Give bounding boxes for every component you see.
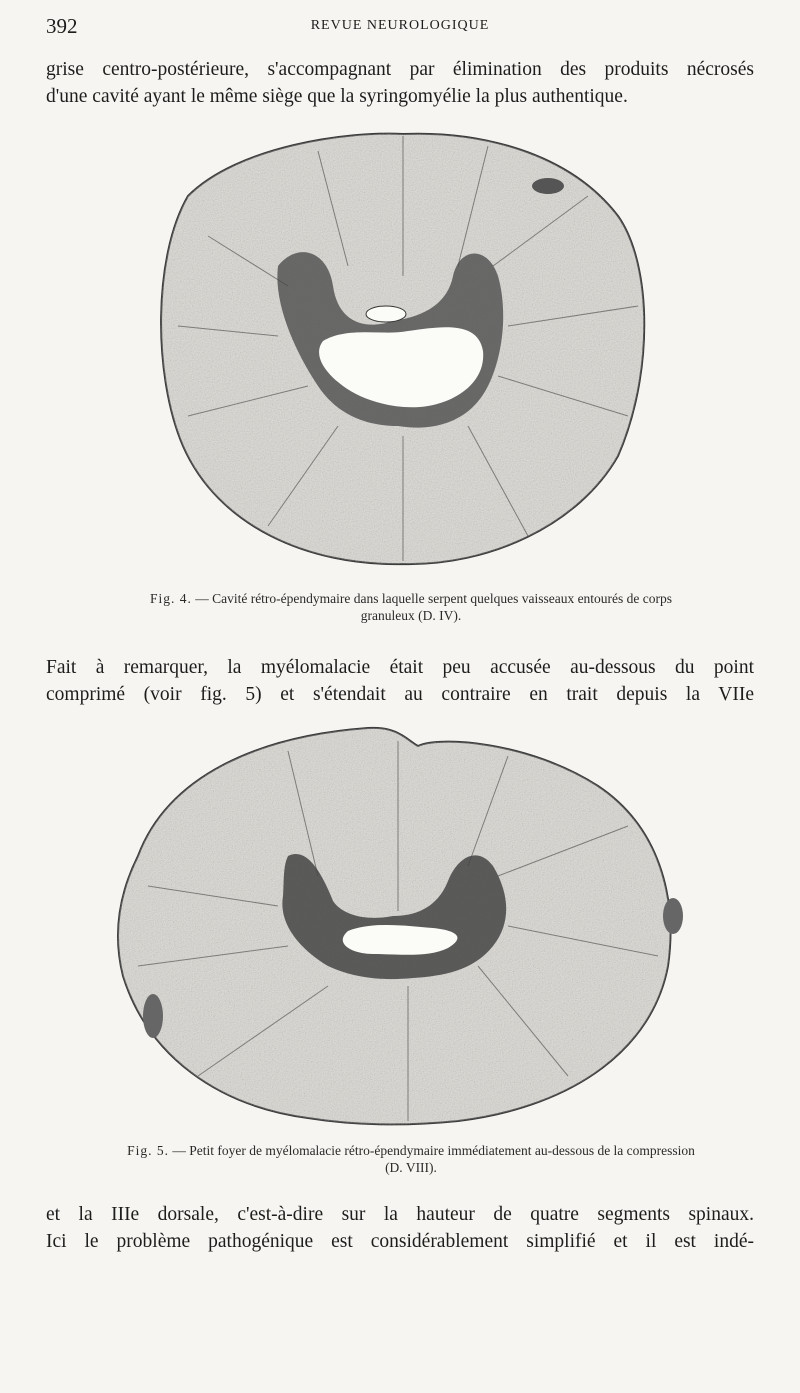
running-title: REVUE NEUROLOGIQUE — [310, 18, 490, 33]
caption-line: Fig. 4. — Cavité rétro-épendymaire dans laquelle serpent quelques vaisseaux entourés de corps — [149, 591, 673, 606]
figure-5-caption — [70, 1142, 752, 1176]
text-line: d'une cavité ayant le même siège que la syringomyélie la plus authentique. — [46, 86, 628, 107]
figure-5-spinal-cord-section — [108, 716, 690, 1130]
cavity — [343, 925, 458, 955]
vessel — [143, 994, 163, 1038]
figure-4-spinal-cord-section — [148, 126, 658, 574]
figure-label: Fig. 5. — [127, 1143, 169, 1158]
text-line: Fait à remarquer, la myélomalacie était peu accusée au-dessous du point — [46, 657, 754, 678]
text-line: Ici le problème pathogénique est considérablement simplifié et il est indé- — [46, 1231, 754, 1252]
page-number: 392 — [46, 14, 78, 38]
caption-line: Fig. 5. — Petit foyer de myélomalacie rétro-épendymaire immédiatement au-dessous de la compression — [127, 1143, 695, 1158]
central-canal — [366, 306, 406, 322]
text-line: comprimé (voir fig. 5) et s'étendait au contraire en trait depuis la VIIe — [46, 684, 754, 705]
text-line: et la IIIe dorsale, c'est-à-dire sur la hauteur de quatre segments spinaux. — [46, 1204, 754, 1225]
figure-4-caption — [70, 590, 752, 624]
figure-label: Fig. 4. — [149, 591, 192, 606]
caption-line: granuleux (D. IV). — [360, 608, 462, 623]
vessel — [663, 898, 683, 934]
vessel — [532, 178, 564, 194]
caption-line: (D. VIII). — [385, 1160, 437, 1175]
text-line: grise centro-postérieure, s'accompagnant par élimination des produits nécrosés — [46, 59, 754, 80]
page-header — [46, 14, 754, 40]
